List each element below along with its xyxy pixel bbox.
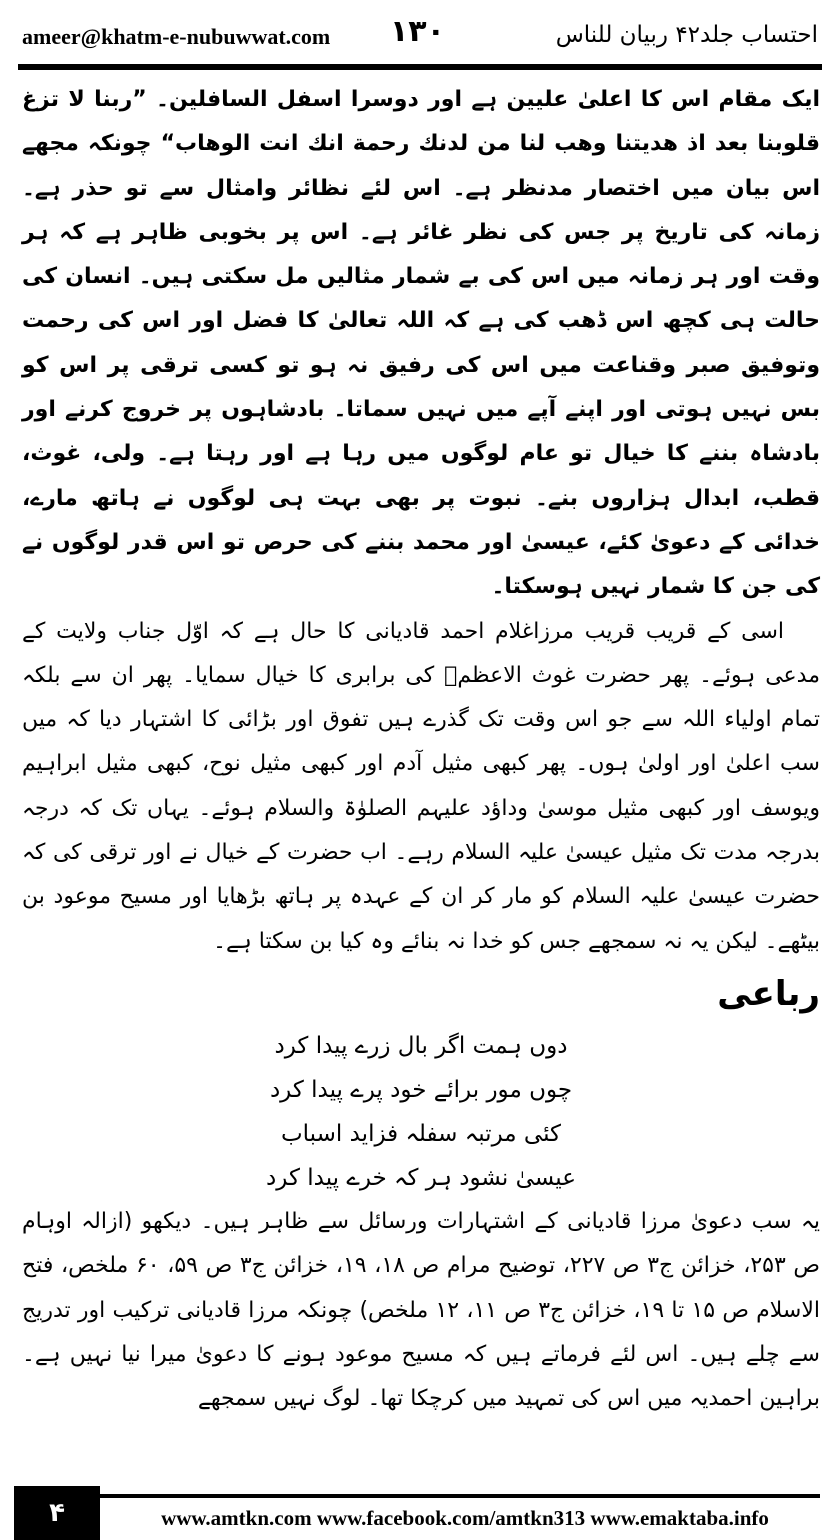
footer-links[interactable]: www.amtkn.com www.facebook.com/amtkn313 www.emaktaba.info	[161, 1506, 769, 1530]
poem-line: چوں مور برائے خود پرے پیدا کرد	[269, 1076, 573, 1103]
poem	[186, 1024, 656, 1200]
page-header	[18, 10, 822, 60]
page-number: ۱۳۰	[390, 14, 445, 49]
page-body	[22, 78, 820, 1421]
paragraph-3: یہ سب دعویٰ مرزا قادیانی کے اشتہارات ورسائل سے ظاہر ہیں۔ دیکھو (ازالہ اوہام ص ۲۵۳، خزائن ج۳ ص ۲۲۷، توضیح مرام ص ۱۸، ۱۹، خزائن ج۳ ص ۵۹، ۶۰ ملخص، فتح الاسلام ص ۱۵ تا ۱۹، خزائن ج۳ ص ۱۱، ۱۲ ملخص) چونکہ مرزا قادیانی ترکیب اور تدریج سے چلے ہیں۔ اس لئے فرماتے ہیں کہ مسیح موعود ہونے کا دعویٰ میرا نیا نہیں ہے۔ براہین احمدیہ میں اس کی تمہید میں کرچکا تھا۔ لوگ نہیں سمجھے	[22, 1208, 821, 1412]
poem-line: دوں ہمت اگر بال زرے پیدا کرد	[274, 1032, 568, 1059]
footer-rule	[100, 1494, 820, 1498]
rubai-heading: رباعی	[717, 973, 820, 1014]
book-title: احتساب جلد۴۲ ربیان للناس	[555, 22, 818, 48]
footer-folio: ۴	[14, 1486, 100, 1540]
poem-line: عیسیٰ نشود ہر کہ خرے پیدا کرد	[266, 1164, 576, 1191]
header-email[interactable]: ameer@khatm-e-nubuwwat.com	[22, 24, 331, 49]
page-footer	[0, 1486, 840, 1540]
paragraph-1: ایک مقام اس کا اعلیٰ علیین ہے اور دوسرا اسفل السافلین۔ ”ربنا لا تزغ قلوبنا بعد اذ هدیتنا وهب لنا من لدنك رحمة انك انت الوهاب“ چونکہ مجھے اس بیان میں اختصار مدنظر ہے۔ اس لئے نظائر وامثال سے تو حذر ہے۔ زمانہ کی تاریخ پر جس کی نظر غائر ہے۔ اس پر بخوبی ظاہر ہے کہ ہر وقت اور ہر زمانہ میں اس کی بے شمار مثالیں مل سکتی ہیں۔ انسان کی حالت ہی کچھ اس ڈھب کی ہے کہ اللہ تعالیٰ کا فضل اور اس کی رحمت وتوفیق صبر وقناعت میں اس کی رفیق نہ ہو تو کسی ترقی پر اس کو بس نہیں ہوتی اور اپنے آپے میں نہیں سماتا۔ بادشاہوں پر خروج کرنے اور بادشاہ بننے کا خیال تو عام لوگوں میں رہا ہے اور رہتا ہے۔ ولی، غوث، قطب، ابدال ہزاروں بنے۔ نبوت پر بھی بہت ہی لوگوں نے ہاتھ مارے، خدائی کے دعویٰ کئے، عیسیٰ اور محمد بننے کی حرص تو اس قدر لوگوں نے کی جن کا شمار نہیں ہوسکتا۔	[22, 87, 820, 600]
paragraph-2: اسی کے قریب قریب مرزاغلام احمد قادیانی کا حال ہے کہ اوّل جناب ولایت کے مدعی ہوئے۔ پھر حضرت غوث الاعظمؒ کی برابری کا خیال سمایا۔ پھر ان سے بلکہ تمام اولیاء اللہ سے جو اس وقت تک گذرے ہیں تفوق اور بڑائی کا اشتہار دیا کہ میں سب اعلیٰ اور اولیٰ ہوں۔ پھر کبھی مثیل آدم اور کبھی مثیل نوح، کبھی مثیل ابراہیم ویوسف اور کبھی مثیل موسیٰ وداؤد علیہم الصلوٰۃ والسلام ہوئے۔ یہاں تک کہ درجہ بدرجہ مدت تک مثیل عیسیٰ علیہ السلام رہے۔ اب حضرت کے خیال نے اور ترقی کی کہ حضرت عیسیٰ علیہ السلام کو مار کر ان کے عہدہ پر ہاتھ بڑھایا اور مسیح موعود بن بیٹھے۔ لیکن یہ نہ سمجھے جس کو خدا نہ بنائے وہ کیا بن سکتا ہے۔	[22, 618, 820, 954]
poem-line: کئی مرتبہ سفلہ فزاید اسباب	[281, 1120, 561, 1147]
header-rule	[18, 64, 822, 70]
